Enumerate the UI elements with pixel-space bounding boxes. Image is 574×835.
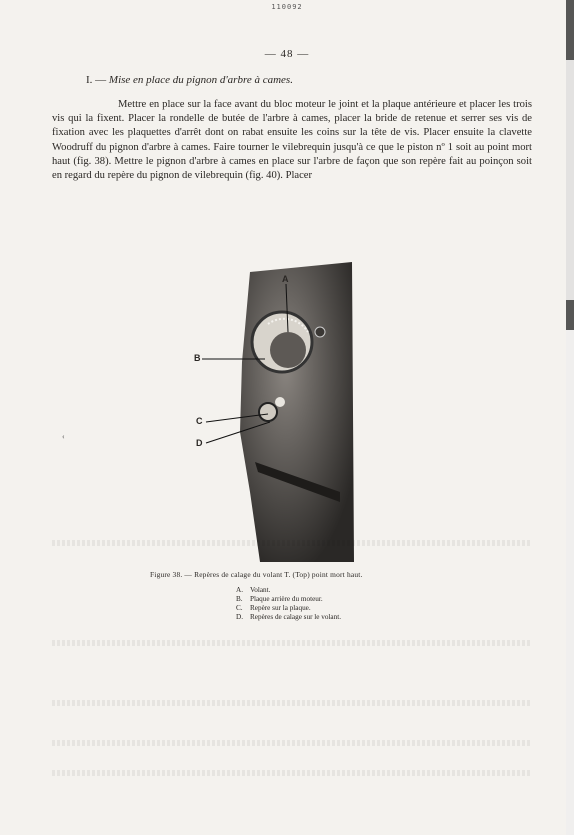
bleed-through-text	[52, 770, 532, 776]
figure-label-b: B	[194, 353, 201, 363]
figure-label-a: A	[282, 274, 289, 284]
section-title: Mise en place du pignon d'arbre à cames.	[108, 74, 293, 86]
legend-row	[236, 586, 341, 595]
engine-flywheel-illustration	[180, 262, 380, 562]
page-edge-shadow	[566, 0, 574, 835]
figure-photo	[180, 262, 380, 562]
bolt	[275, 397, 285, 407]
bleed-through-text	[52, 640, 532, 646]
legend-letter: C.	[236, 604, 243, 612]
legend-text: Plaque arrière du moteur.	[250, 595, 323, 603]
section-number: I. —	[86, 74, 107, 86]
legend-letter: A.	[236, 586, 243, 594]
page-number: — 48 —	[264, 48, 310, 60]
bolt	[315, 327, 325, 337]
legend-text: Repère sur la plaque.	[250, 604, 311, 612]
figure-label-d: D	[196, 438, 203, 448]
flywheel-hub	[270, 332, 306, 368]
bleed-through-text	[52, 540, 532, 546]
document-code: 110092	[271, 3, 303, 11]
figure-legend	[236, 586, 341, 622]
body-paragraph: Mettre en place sur la face avant du bloc moteur le joint et la plaque antérieure et placer les trois vis qui la fixent. Placer la rondelle de butée de l'arbre à cames, placer la bride de retenue et serrer ses vis de fixation avec les plaquettes d'arrêt dont on rabat ensuite les coins sur la tête de vis. Placer ensuite la clavette Woodruff du pignon d'arbre à cames. Faire tourner le vilebrequin jusqu'à ce que le piston nº 1 soit au point mort haut (fig. 38). Mettre le pignon d'arbre à cames en place sur l'arbre de façon que son repère fait au poinçon soit en regard du repère du pignon de vilebrequin (fig. 40). Placer	[52, 99, 532, 182]
engine-plate-shape	[240, 262, 354, 562]
margin-mark: ‹	[62, 432, 65, 441]
legend-letter: D.	[236, 613, 243, 621]
figure-label-c: C	[196, 416, 203, 426]
legend-row	[236, 613, 341, 622]
legend-row	[236, 595, 341, 604]
bleed-through-text	[52, 740, 532, 746]
legend-letter: B.	[236, 595, 243, 603]
legend-text: Volant.	[250, 586, 271, 594]
section-heading	[86, 74, 293, 86]
legend-text: Repères de calage sur le volant.	[250, 613, 342, 621]
bleed-through-text	[52, 700, 532, 706]
figure-caption: Figure 38. — Repères de calage du volant T. (Top) point mort haut.	[150, 570, 363, 579]
legend-row	[236, 604, 341, 613]
timing-mark-hole	[259, 403, 277, 421]
